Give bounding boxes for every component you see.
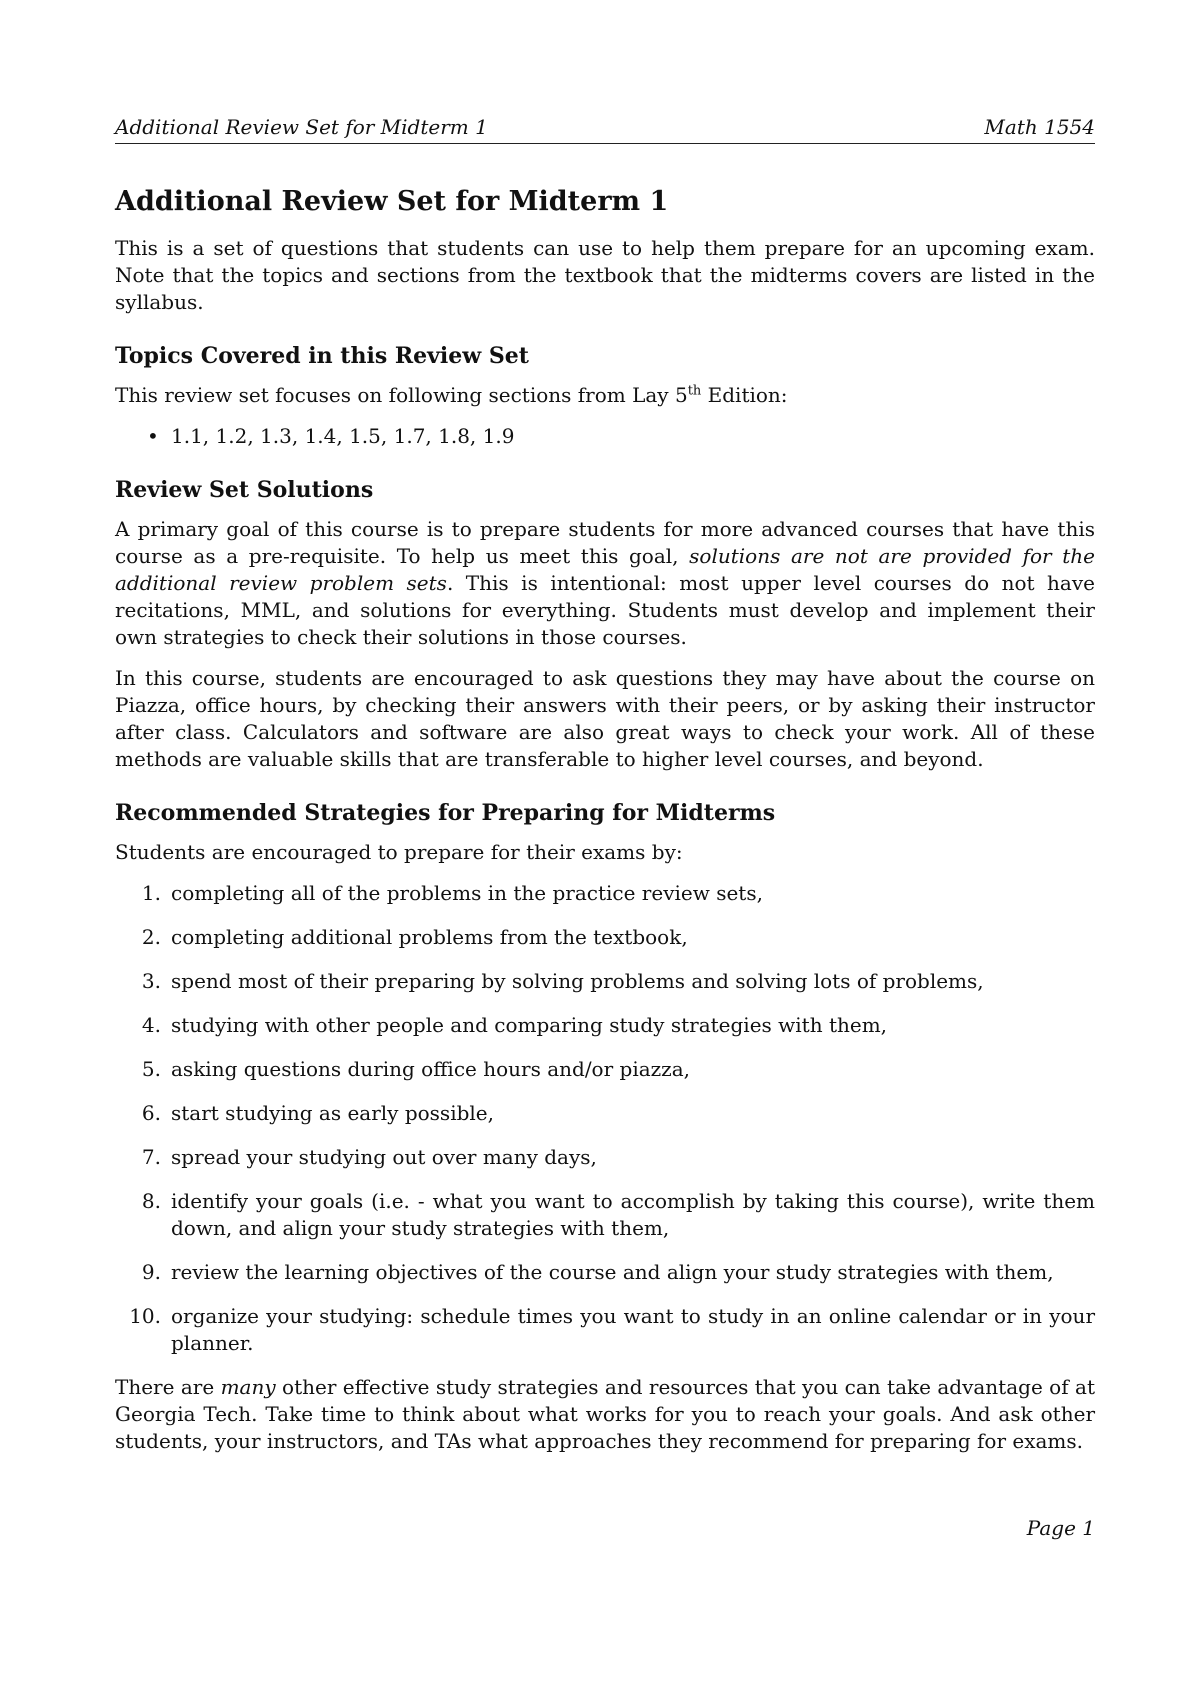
list-item (115, 880, 1095, 907)
topics-text-before: This review set focuses on following sections from Lay 5 (115, 383, 688, 407)
list-item-number: 4. (141, 1013, 161, 1037)
solutions-p1-after: . This is intentional: most upper level courses do not have recitations, MML, and solutions for everything. Students must develop and implement their own strategies to check their solutions in those courses. (115, 571, 1095, 649)
list-item (115, 423, 1095, 450)
list-item-text: review the learning objectives of the course and align your study strategies with them, (171, 1260, 1054, 1284)
bullet-icon: • (147, 424, 159, 448)
header-left: Additional Review Set for Midterm 1 (115, 115, 488, 139)
list-item-text: spread your studying out over many days, (171, 1145, 597, 1169)
closing-italic: many (220, 1375, 276, 1399)
solutions-p1-italic: solutions are not are provided for the additional review problem sets (115, 544, 1095, 595)
document-body (115, 185, 1095, 1469)
list-item-number: 10. (129, 1304, 161, 1328)
closing-before: There are (115, 1375, 221, 1399)
list-item-text: completing all of the problems in the practice review sets, (171, 881, 763, 905)
list-item-text: identify your goals (i.e. - what you want to accomplish by taking this course), write them down, and align your study strategies with them, (171, 1189, 1095, 1240)
list-item-text: start studying as early possible, (171, 1101, 494, 1125)
list-item-number: 5. (141, 1057, 161, 1081)
list-item-number: 2. (141, 925, 161, 949)
list-item-number: 6. (141, 1101, 161, 1125)
list-item-text: spend most of their preparing by solving problems and solving lots of problems, (171, 969, 984, 993)
header-right: Math 1554 (984, 115, 1095, 139)
solutions-heading: Review Set Solutions (115, 477, 374, 503)
topics-heading: Topics Covered in this Review Set (115, 343, 529, 369)
list-item (115, 968, 1095, 995)
topics-list (115, 423, 1095, 450)
list-item-number: 9. (141, 1260, 161, 1284)
strategies-heading: Recommended Strategies for Preparing for Midterms (115, 800, 776, 826)
running-header (115, 115, 1095, 144)
list-item-text: studying with other people and comparing study strategies with them, (171, 1013, 888, 1037)
list-item-text: 1.1, 1.2, 1.3, 1.4, 1.5, 1.7, 1.8, 1.9 (171, 424, 515, 448)
list-item-text: asking questions during office hours and/or piazza, (171, 1057, 690, 1081)
page-number: Page 1 (1026, 1516, 1095, 1540)
list-item-number: 1. (141, 881, 161, 905)
topics-text-sup: th (687, 383, 702, 399)
intro-paragraph: This is a set of questions that students can use to help them prepare for an upcoming exam. Note that the topics and sections from the textbook that the midterms covers are listed in the syllabus. (115, 236, 1095, 314)
list-item (115, 1100, 1095, 1127)
list-item-text: completing additional problems from the textbook, (171, 925, 688, 949)
list-item-number: 8. (141, 1189, 161, 1213)
list-item-number: 7. (141, 1145, 161, 1169)
list-item (115, 1144, 1095, 1171)
strategies-list (115, 880, 1095, 1357)
strategies-closing (115, 1374, 1095, 1455)
closing-after: other effective study strategies and resources that you can take advantage of at Georgia Tech. Take time to think about what works for you to reach your goals. And ask other students, your instructors, and TAs what approaches they recommend for preparing for exams. (115, 1375, 1095, 1453)
list-item-number: 3. (141, 969, 161, 993)
list-item (115, 924, 1095, 951)
document-title: Additional Review Set for Midterm 1 (115, 186, 669, 217)
list-item (115, 1188, 1095, 1242)
list-item (115, 1012, 1095, 1039)
list-item-text: organize your studying: schedule times you want to study in an online calendar or in your planner. (171, 1304, 1095, 1355)
topics-text (115, 382, 1095, 409)
strategies-intro: Students are encouraged to prepare for their exams by: (115, 840, 683, 864)
solutions-paragraph-1 (115, 516, 1095, 651)
list-item (115, 1303, 1095, 1357)
solutions-paragraph-2: In this course, students are encouraged to ask questions they may have about the course on Piazza, office hours, by checking their answers with their peers, or by asking their instructor after class. Calculators and software are also great ways to check your work. All of these methods are valuable skills that are transferable to higher level courses, and beyond. (115, 666, 1095, 771)
topics-text-after: Edition: (701, 383, 788, 407)
list-item (115, 1056, 1095, 1083)
solutions-p1-before: A primary goal of this course is to prepare students for more advanced courses that have this course as a pre-requisite. To help us meet this goal, (115, 517, 1095, 568)
list-item (115, 1259, 1095, 1286)
